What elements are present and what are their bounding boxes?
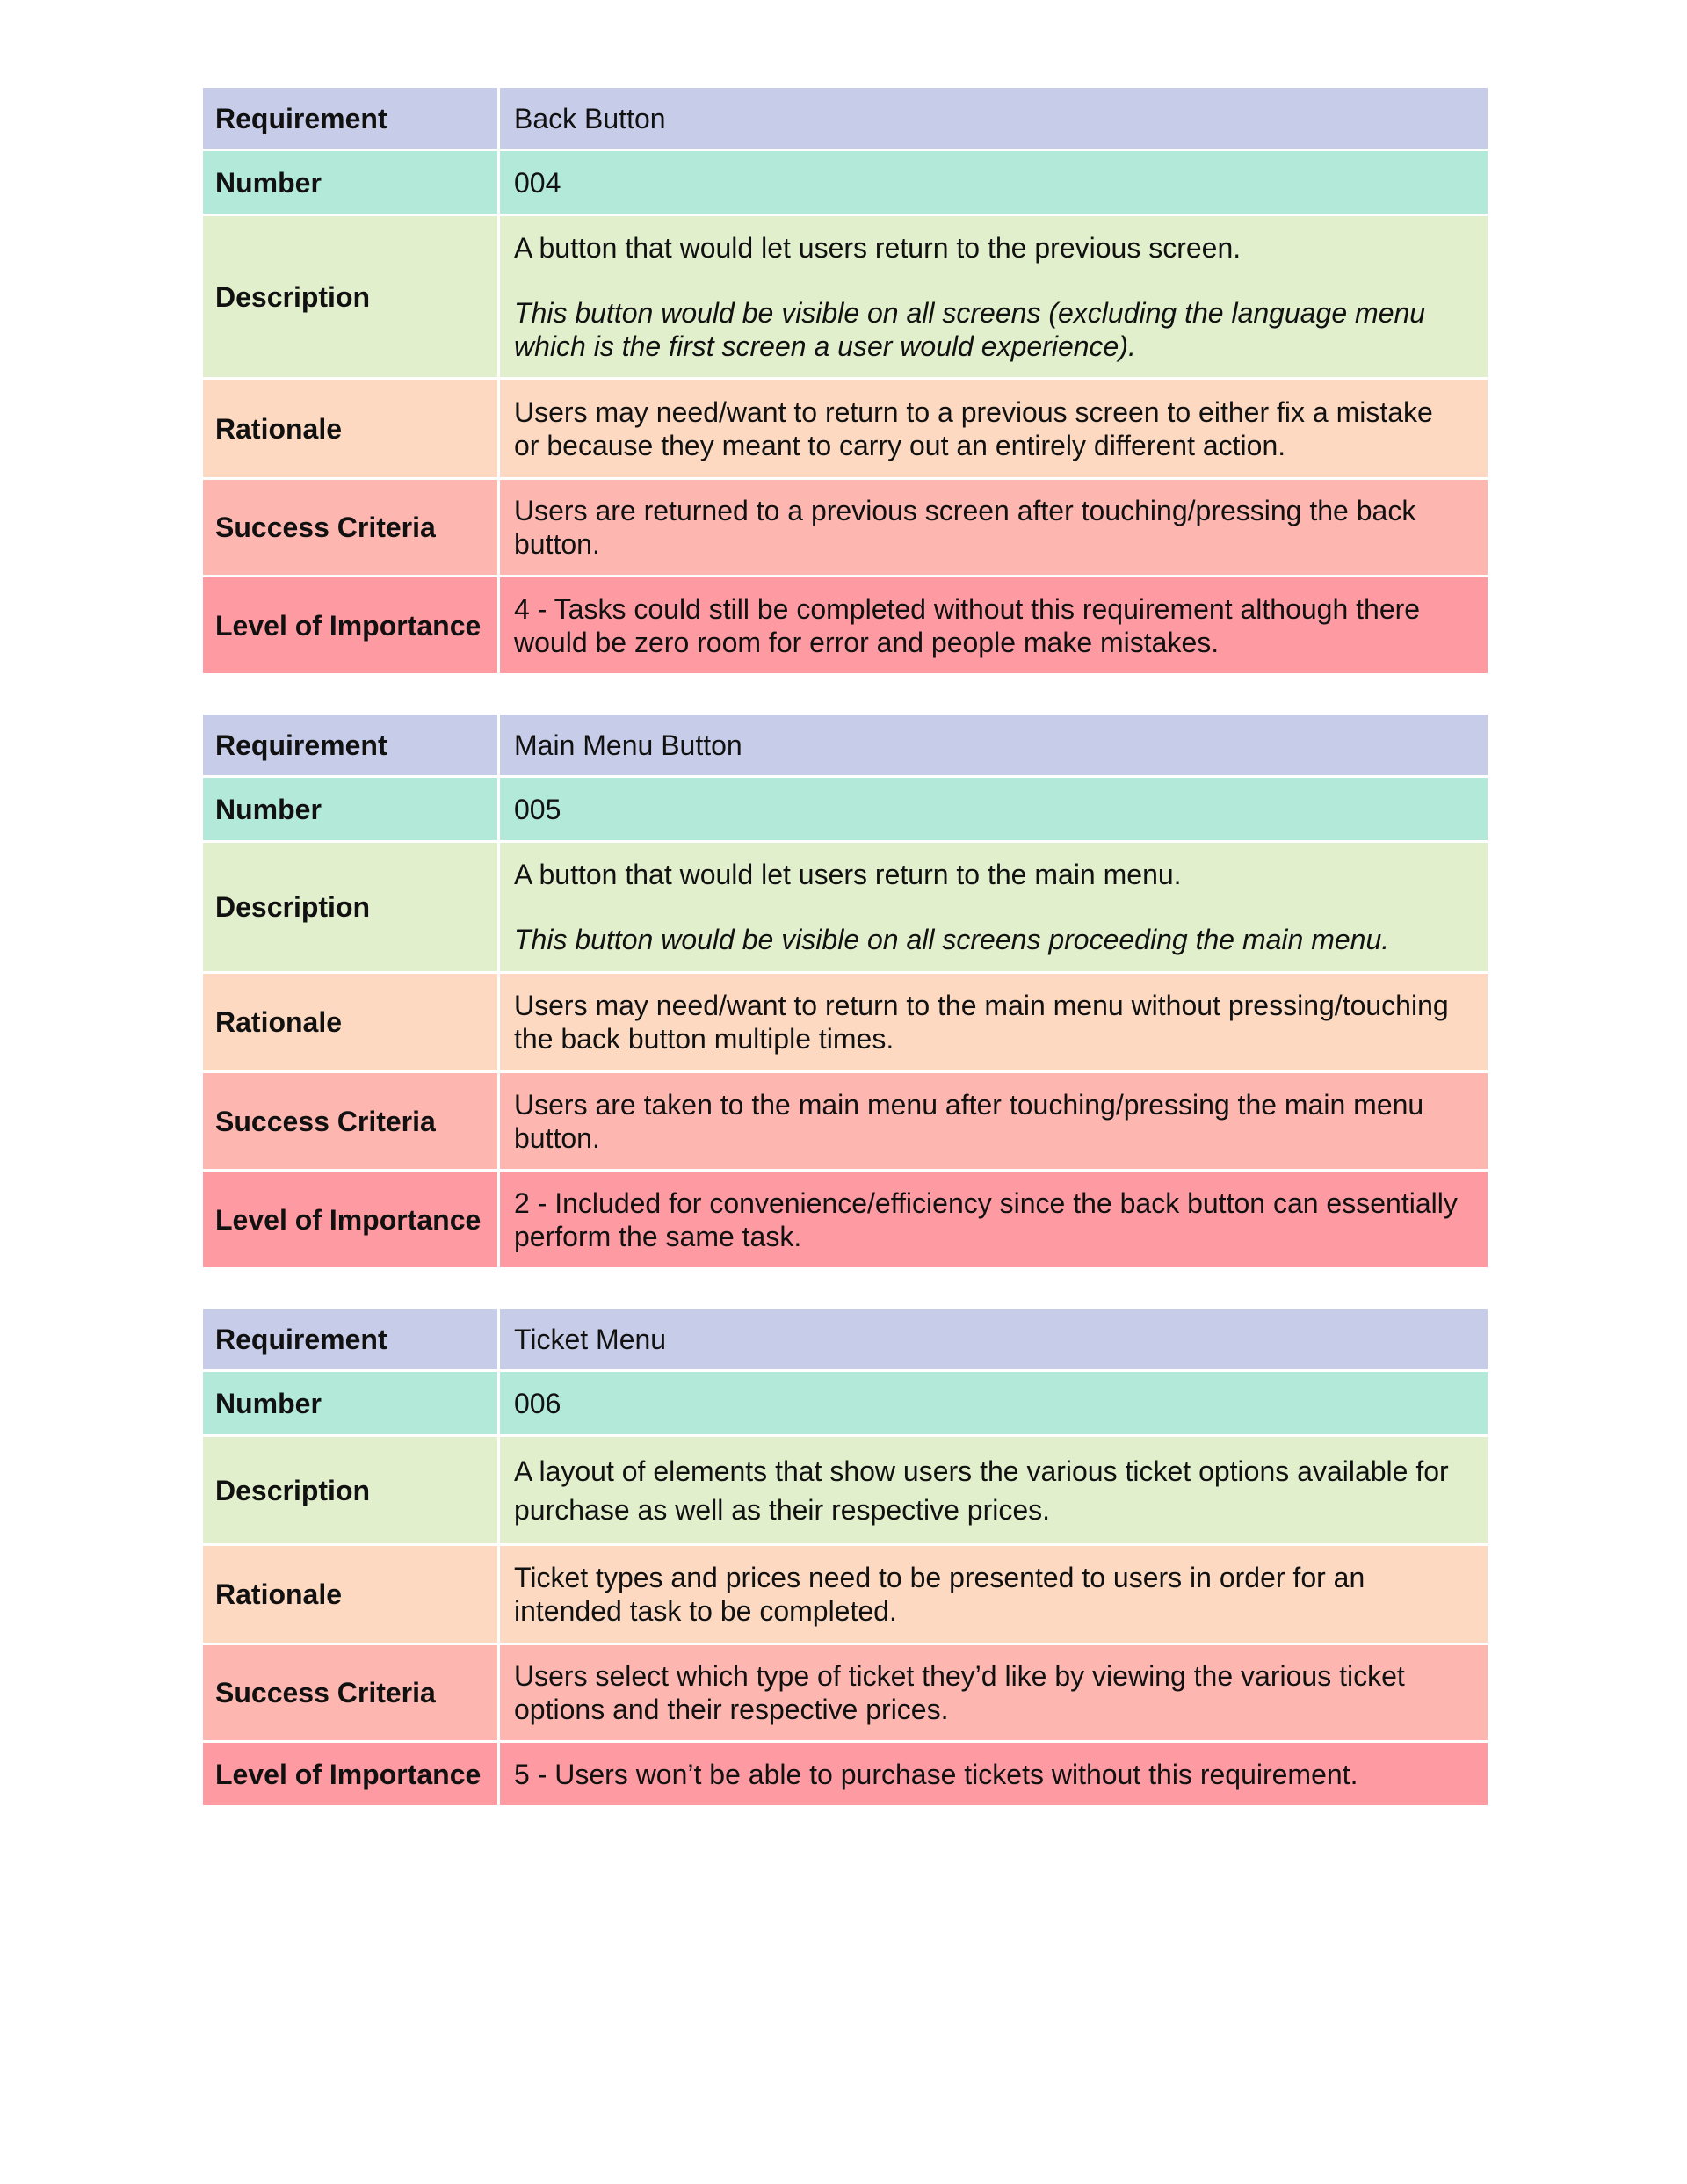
success-criteria-value: Users are returned to a previous screen after touching/pressing the back button. (499, 479, 1489, 577)
table-row (202, 973, 1489, 1072)
requirement-table (200, 712, 1490, 1270)
success-criteria-label: Success Criteria (202, 1644, 499, 1742)
importance-value: 2 - Included for convenience/efficiency since the back button can essentially perform the same task. (499, 1171, 1489, 1269)
importance-label: Level of Importance (202, 1171, 499, 1269)
success-criteria-value: Users are taken to the main menu after touching/pressing the main menu button. (499, 1072, 1489, 1171)
requirement-label: Requirement (202, 87, 499, 150)
table-row (202, 150, 1489, 215)
description-text: A button that would let users return to the previous screen. (514, 231, 1242, 264)
success-criteria-label: Success Criteria (202, 1072, 499, 1171)
number-label: Number (202, 777, 499, 842)
success-criteria-label: Success Criteria (202, 479, 499, 577)
requirement-table (200, 1306, 1490, 1808)
number-value: 004 (499, 150, 1489, 215)
rationale-label: Rationale (202, 1545, 499, 1644)
table-row (202, 1171, 1489, 1269)
table-row (202, 777, 1489, 842)
description-value (499, 215, 1489, 379)
requirement-value: Back Button (499, 87, 1489, 150)
rationale-value: Users may need/want to return to the main menu without pressing/touching the back button multiple times. (499, 973, 1489, 1072)
number-label: Number (202, 1371, 499, 1436)
table-row (202, 842, 1489, 973)
description-note: This button would be visible on all screens (excluding the language menu which is the first screen a user would experience). (514, 296, 1426, 362)
importance-value: 5 - Users won’t be able to purchase tickets without this requirement. (499, 1742, 1489, 1807)
table-row (202, 1545, 1489, 1644)
table-row (202, 379, 1489, 479)
table-row (202, 215, 1489, 379)
table-row (202, 1072, 1489, 1171)
table-row (202, 1308, 1489, 1371)
table-row (202, 1436, 1489, 1545)
table-row (202, 1371, 1489, 1436)
rationale-value: Users may need/want to return to a previous screen to either fix a mistake or because they meant to carry out an entirely different action. (499, 379, 1489, 479)
description-value: A layout of elements that show users the various ticket options available for purchase as well as their respective prices. (499, 1436, 1489, 1545)
rationale-label: Rationale (202, 973, 499, 1072)
requirement-label: Requirement (202, 714, 499, 777)
description-label: Description (202, 1436, 499, 1545)
rationale-label: Rationale (202, 379, 499, 479)
description-value (499, 842, 1489, 973)
number-label: Number (202, 150, 499, 215)
rationale-value: Ticket types and prices need to be presented to users in order for an intended task to be completed. (499, 1545, 1489, 1644)
requirement-table (200, 85, 1490, 676)
importance-label: Level of Importance (202, 577, 499, 675)
description-label: Description (202, 215, 499, 379)
requirement-value: Ticket Menu (499, 1308, 1489, 1371)
success-criteria-value: Users select which type of ticket they’d like by viewing the various ticket options and their respective prices. (499, 1644, 1489, 1742)
requirement-label: Requirement (202, 1308, 499, 1371)
table-row (202, 479, 1489, 577)
table-row (202, 1644, 1489, 1742)
table-row (202, 1742, 1489, 1807)
description-text: A button that would let users return to the main menu. (514, 859, 1182, 890)
number-value: 005 (499, 777, 1489, 842)
requirement-value: Main Menu Button (499, 714, 1489, 777)
description-note: This button would be visible on all screens proceeding the main menu. (514, 924, 1390, 955)
table-row (202, 714, 1489, 777)
importance-value: 4 - Tasks could still be completed without this requirement although there would be zero room for error and people make mistakes. (499, 577, 1489, 675)
importance-label: Level of Importance (202, 1742, 499, 1807)
table-row (202, 87, 1489, 150)
description-label: Description (202, 842, 499, 973)
number-value: 006 (499, 1371, 1489, 1436)
table-row (202, 577, 1489, 675)
